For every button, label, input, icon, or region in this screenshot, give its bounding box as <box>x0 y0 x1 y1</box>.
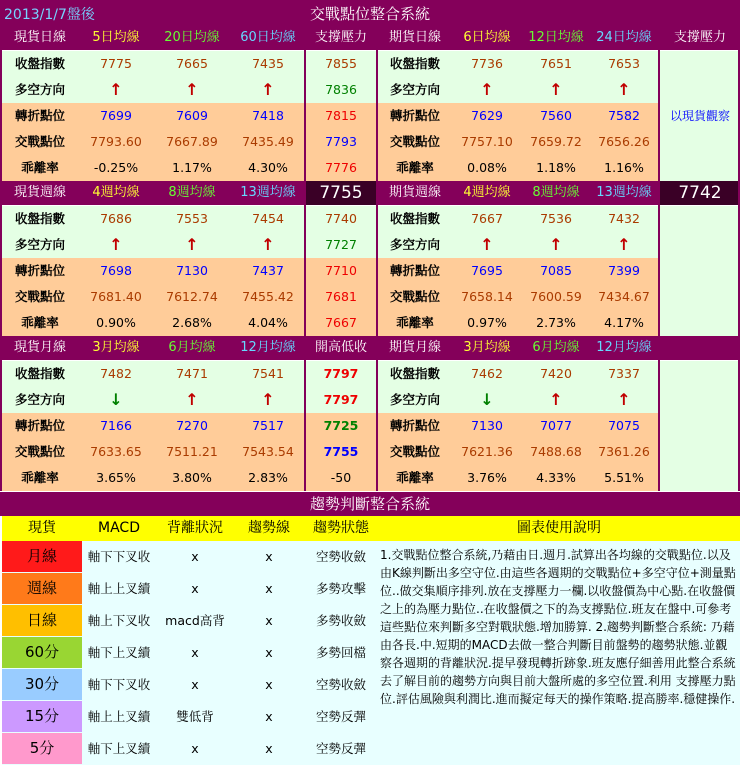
spot-turn-value: 7699 <box>78 103 154 129</box>
fut-row-label: 交戰點位 <box>378 129 452 155</box>
spot-bias-value: 2.68% <box>154 310 230 336</box>
fut-dir-value: ↑ <box>452 232 522 258</box>
fut-battle-value: 7361.26 <box>590 439 658 465</box>
right-column-cell <box>660 51 740 77</box>
page-title: 交戰點位整合系統 <box>309 5 430 23</box>
spot-close-value: 7471 <box>154 361 230 387</box>
grid-border-left <box>0 26 2 181</box>
spot-dir-value: ↑ <box>154 77 230 103</box>
right-header-1: 7742 <box>660 181 740 205</box>
fut-row-label: 收盤指數 <box>378 206 452 232</box>
spot-header-1-1: 4週均線 <box>78 181 154 205</box>
fut-row-label: 多空方向 <box>378 387 452 413</box>
trend-header-macd: MACD <box>82 516 156 541</box>
fut-row-label: 交戰點位 <box>378 439 452 465</box>
trend-divergence: x <box>191 645 199 660</box>
trend-macd: 軸下下叉收 <box>87 549 151 564</box>
spot-row-label: 收盤指數 <box>2 361 78 387</box>
spot-dir-value: ↓ <box>78 387 154 413</box>
spot-header-2-1: 3月均線 <box>78 336 154 360</box>
trend-row <box>2 541 378 572</box>
fut-turn-value: 7695 <box>452 258 522 284</box>
spot-turn-value: 7609 <box>154 103 230 129</box>
fut-turn-value: 7130 <box>452 413 522 439</box>
grid-divider <box>658 336 660 491</box>
fut-dir-value: ↑ <box>590 77 658 103</box>
support-pressure-value: 7815 <box>306 103 376 129</box>
fut-header-0-2: 12日均線 <box>522 26 590 50</box>
spot-bias-value: 3.80% <box>154 465 230 491</box>
spot-bias-value: 0.90% <box>78 310 154 336</box>
spot-header-2-0: 現貨月線 <box>2 336 78 360</box>
fut-dir-value: ↑ <box>590 387 658 413</box>
right-column-cell <box>660 155 740 181</box>
grid-divider <box>304 336 306 491</box>
support-pressure-value: 7776 <box>306 155 376 181</box>
fut-dir-value: ↑ <box>522 387 590 413</box>
spot-battle-value: 7543.54 <box>230 439 306 465</box>
spot-row-label: 乖離率 <box>2 465 78 491</box>
fut-dir-value: ↑ <box>522 232 590 258</box>
grid-divider <box>304 26 306 181</box>
fut-bias-value: 1.16% <box>590 155 658 181</box>
trend-row <box>2 573 378 604</box>
fut-row-label: 收盤指數 <box>378 361 452 387</box>
spot-close-value: 7541 <box>230 361 306 387</box>
fut-bias-value: 0.08% <box>452 155 522 181</box>
trend-header-spot: 現貨 <box>2 516 82 541</box>
spot-turn-value: 7418 <box>230 103 306 129</box>
trend-line: x <box>265 677 273 692</box>
spot-dir-value: ↑ <box>230 232 306 258</box>
spot-dir-value: ↑ <box>154 232 230 258</box>
spot-battle-value: 7511.21 <box>154 439 230 465</box>
trend-divergence: macd高背 <box>165 613 225 628</box>
trend-macd: 軸上上叉續 <box>87 581 151 596</box>
fut-dir-value: ↑ <box>590 232 658 258</box>
trend-row <box>2 669 378 700</box>
grid-divider <box>376 181 378 336</box>
spot-dir-value: ↑ <box>230 387 306 413</box>
trend-divergence: x <box>191 677 199 692</box>
fut-battle-value: 7621.36 <box>452 439 522 465</box>
right-column-cell <box>660 413 740 439</box>
spot-battle-value: 7612.74 <box>154 284 230 310</box>
trend-macd: 軸上下叉收 <box>87 613 151 628</box>
grid-divider <box>376 26 378 181</box>
fut-row-label: 交戰點位 <box>378 284 452 310</box>
trend-state: 多勢回檔 <box>315 645 366 660</box>
usage-notes-title: 圖表使用說明 <box>378 516 740 541</box>
spot-header-2-3: 12月均線 <box>230 336 306 360</box>
fut-dir-value: ↓ <box>452 387 522 413</box>
fut-turn-value: 7629 <box>452 103 522 129</box>
spot-bias-value: 2.83% <box>230 465 306 491</box>
trend-period: 月線 <box>2 541 82 572</box>
fut-close-value: 7337 <box>590 361 658 387</box>
spot-header-0-2: 20日均線 <box>154 26 230 50</box>
right-column-cell <box>660 206 740 232</box>
right-column-cell <box>660 465 740 491</box>
spot-close-value: 7482 <box>78 361 154 387</box>
fut-close-value: 7651 <box>522 51 590 77</box>
spot-close-value: 7775 <box>78 51 154 77</box>
right-column-cell <box>660 361 740 387</box>
support-pressure-value: 7793 <box>306 129 376 155</box>
report-date: 2013/1/7盤後 <box>4 7 95 23</box>
right-header-0: 支撐壓力 <box>660 26 740 50</box>
support-pressure-value: 7727 <box>306 232 376 258</box>
spot-battle-value: 7435.49 <box>230 129 306 155</box>
trend-state: 空勢收斂 <box>315 549 366 564</box>
spot-row-label: 收盤指數 <box>2 51 78 77</box>
grid-divider <box>658 181 660 336</box>
support-pressure-value: 7681 <box>306 284 376 310</box>
spot-row-label: 轉折點位 <box>2 103 78 129</box>
fut-close-value: 7432 <box>590 206 658 232</box>
right-column-cell <box>660 310 740 336</box>
support-pressure-value: 7836 <box>306 77 376 103</box>
fut-bias-value: 1.18% <box>522 155 590 181</box>
fut-bias-value: 0.97% <box>452 310 522 336</box>
trend-row <box>2 701 378 732</box>
spot-battle-value: 7793.60 <box>78 129 154 155</box>
fut-close-value: 7736 <box>452 51 522 77</box>
fut-row-label: 多空方向 <box>378 232 452 258</box>
spot-bias-value: 1.17% <box>154 155 230 181</box>
spot-header-1-3: 13週均線 <box>230 181 306 205</box>
spot-bias-value: 4.30% <box>230 155 306 181</box>
spot-header-0-1: 5日均線 <box>78 26 154 50</box>
usage-notes-text: 1.交戰點位整合系統,乃藉由日.週月.試算出各均線的交戰點位.以及由K線判斷出多空守位.由這些各週期的交戰點位+多空守位+測量點位..做交集順序排列.放在支撐壓力一欄.以收盤價為中心點.在收盤價之上的為壓力點位..在收盤價之下的為支撐點位.班友在盤中.可參考這些點位來判斷多空對戰狀態.增加勝算. 2.趨勢判斷整合系統: 乃藉由各長.中.短期的MACD去做一整合判斷目前盤勢的趨勢狀態.並觀察各週期的背離狀況.提早發現轉折跡象.班友應仔細善用此整合系統去了解目前的趨勢方向與目前大盤所處的多空位置.利用 支撐壓力點位.評估風險與利潤比.進而擬定每天的操作策略.提高勝率.穩健操作. <box>380 548 736 706</box>
fut-header-1-2: 8週均線 <box>522 181 590 205</box>
spot-turn-value: 7130 <box>154 258 230 284</box>
fut-turn-value: 7399 <box>590 258 658 284</box>
grid-border-left <box>0 181 2 336</box>
right-header-2 <box>660 336 740 360</box>
spot-turn-value: 7437 <box>230 258 306 284</box>
spot-battle-value: 7455.42 <box>230 284 306 310</box>
spot-turn-value: 7270 <box>154 413 230 439</box>
fut-turn-value: 7077 <box>522 413 590 439</box>
trend-line: x <box>265 645 273 660</box>
spot-header-1-0: 現貨週線 <box>2 181 78 205</box>
support-pressure-value: 7725 <box>306 413 376 439</box>
spot-row-label: 交戰點位 <box>2 284 78 310</box>
trend-line: x <box>265 741 273 756</box>
mid-header-0: 支撐壓力 <box>306 26 376 50</box>
spot-header-2-2: 6月均線 <box>154 336 230 360</box>
right-column-cell <box>660 439 740 465</box>
spot-bias-value: 4.04% <box>230 310 306 336</box>
trend-divergence: x <box>191 549 199 564</box>
spot-row-label: 轉折點位 <box>2 258 78 284</box>
fut-close-value: 7667 <box>452 206 522 232</box>
spot-row-label: 乖離率 <box>2 310 78 336</box>
spot-header-1-2: 8週均線 <box>154 181 230 205</box>
trend-line: x <box>265 549 273 564</box>
grid-border-left <box>0 336 2 491</box>
fut-battle-value: 7658.14 <box>452 284 522 310</box>
fut-battle-value: 7434.67 <box>590 284 658 310</box>
trend-header-state: 趨勢狀態 <box>304 516 378 541</box>
spot-close-value: 7686 <box>78 206 154 232</box>
trend-state: 空勢反彈 <box>315 709 366 724</box>
fut-header-1-3: 13週均線 <box>590 181 658 205</box>
fut-turn-value: 7582 <box>590 103 658 129</box>
fut-row-label: 乖離率 <box>378 465 452 491</box>
spot-dir-value: ↑ <box>230 77 306 103</box>
spot-close-value: 7454 <box>230 206 306 232</box>
support-pressure-value: 7710 <box>306 258 376 284</box>
spot-header-0-0: 現貨日線 <box>2 26 78 50</box>
fut-battle-value: 7659.72 <box>522 129 590 155</box>
fut-bias-value: 4.17% <box>590 310 658 336</box>
grid-divider <box>304 181 306 336</box>
fut-header-0-0: 期貨日線 <box>378 26 452 50</box>
fut-turn-value: 7560 <box>522 103 590 129</box>
fut-bias-value: 5.51% <box>590 465 658 491</box>
fut-dir-value: ↑ <box>522 77 590 103</box>
fut-row-label: 乖離率 <box>378 310 452 336</box>
fut-header-2-3: 12月均線 <box>590 336 658 360</box>
right-note: 以現貨觀察 <box>660 103 740 129</box>
support-pressure-value: 7667 <box>306 310 376 336</box>
mid-header-2: 開高低收 <box>306 336 376 360</box>
fut-header-2-1: 3月均線 <box>452 336 522 360</box>
trend-macd: 軸上上叉續 <box>87 709 151 724</box>
trend-macd: 軸下上叉續 <box>87 741 151 756</box>
support-pressure-value: 7797 <box>306 361 376 387</box>
trend-table <box>2 516 378 765</box>
trend-line: x <box>265 581 273 596</box>
fut-turn-value: 7085 <box>522 258 590 284</box>
fut-battle-value: 7757.10 <box>452 129 522 155</box>
spot-row-label: 多空方向 <box>2 387 78 413</box>
fut-row-label: 收盤指數 <box>378 51 452 77</box>
support-pressure-value: -50 <box>306 465 376 491</box>
fut-bias-value: 3.76% <box>452 465 522 491</box>
trend-state: 多勢攻擊 <box>315 581 366 596</box>
spot-battle-value: 7633.65 <box>78 439 154 465</box>
trend-state: 空勢反彈 <box>315 741 366 756</box>
spot-battle-value: 7681.40 <box>78 284 154 310</box>
fut-close-value: 7420 <box>522 361 590 387</box>
trend-row <box>2 637 378 668</box>
fut-row-label: 多空方向 <box>378 77 452 103</box>
spot-turn-value: 7517 <box>230 413 306 439</box>
right-column-cell <box>660 284 740 310</box>
fut-row-label: 轉折點位 <box>378 413 452 439</box>
trend-period: 日線 <box>2 605 82 636</box>
trend-row <box>2 733 378 764</box>
trend-macd: 軸下下叉收 <box>87 677 151 692</box>
fut-header-2-2: 6月均線 <box>522 336 590 360</box>
fut-header-0-1: 6日均線 <box>452 26 522 50</box>
spot-row-label: 收盤指數 <box>2 206 78 232</box>
support-pressure-value: 7855 <box>306 51 376 77</box>
trend-state: 空勢收斂 <box>315 677 366 692</box>
trend-header-trendline: 趨勢線 <box>234 516 304 541</box>
fut-header-1-0: 期貨週線 <box>378 181 452 205</box>
spot-bias-value: -0.25% <box>78 155 154 181</box>
spot-row-label: 多空方向 <box>2 77 78 103</box>
spot-dir-value: ↑ <box>78 77 154 103</box>
mid-header-1: 7755 <box>306 181 376 205</box>
spot-row-label: 轉折點位 <box>2 413 78 439</box>
right-column-cell <box>660 129 740 155</box>
spot-row-label: 乖離率 <box>2 155 78 181</box>
fut-bias-value: 2.73% <box>522 310 590 336</box>
spot-dir-value: ↑ <box>78 232 154 258</box>
support-pressure-value: 7740 <box>306 206 376 232</box>
fut-turn-value: 7075 <box>590 413 658 439</box>
spot-turn-value: 7698 <box>78 258 154 284</box>
spot-row-label: 交戰點位 <box>2 129 78 155</box>
trend-state: 多勢收斂 <box>315 613 366 628</box>
trend-divergence: x <box>191 581 199 596</box>
trend-period: 5分 <box>2 733 82 764</box>
spot-row-label: 多空方向 <box>2 232 78 258</box>
fut-row-label: 轉折點位 <box>378 258 452 284</box>
fut-close-value: 7653 <box>590 51 658 77</box>
right-column-cell <box>660 232 740 258</box>
trend-line: x <box>265 709 273 724</box>
fut-header-2-0: 期貨月線 <box>378 336 452 360</box>
trend-divergence: 雙低背 <box>176 709 214 724</box>
trend-period: 60分 <box>2 637 82 668</box>
spot-close-value: 7553 <box>154 206 230 232</box>
fut-row-label: 乖離率 <box>378 155 452 181</box>
trend-macd: 軸下上叉續 <box>87 645 151 660</box>
trend-period: 週線 <box>2 573 82 604</box>
trend-divergence: x <box>191 741 199 756</box>
fut-battle-value: 7488.68 <box>522 439 590 465</box>
trend-period: 15分 <box>2 701 82 732</box>
spot-turn-value: 7166 <box>78 413 154 439</box>
fut-row-label: 轉折點位 <box>378 103 452 129</box>
grid-divider <box>376 336 378 491</box>
usage-notes <box>378 516 740 765</box>
fut-bias-value: 4.33% <box>522 465 590 491</box>
trend-line: x <box>265 613 273 628</box>
spot-close-value: 7435 <box>230 51 306 77</box>
fut-close-value: 7462 <box>452 361 522 387</box>
fut-close-value: 7536 <box>522 206 590 232</box>
trend-section-title: 趨勢判斷整合系統 <box>0 492 740 516</box>
trend-period: 30分 <box>2 669 82 700</box>
fut-battle-value: 7656.26 <box>590 129 658 155</box>
grid-divider <box>658 26 660 181</box>
support-pressure-value: 7797 <box>306 387 376 413</box>
fut-battle-value: 7600.59 <box>522 284 590 310</box>
right-column-cell <box>660 77 740 103</box>
spot-bias-value: 3.65% <box>78 465 154 491</box>
title-bar <box>0 0 740 26</box>
spot-battle-value: 7667.89 <box>154 129 230 155</box>
trend-row <box>2 605 378 636</box>
support-pressure-value: 7755 <box>306 439 376 465</box>
fut-header-1-1: 4週均線 <box>452 181 522 205</box>
spot-close-value: 7665 <box>154 51 230 77</box>
trend-header-divergence: 背離狀況 <box>156 516 234 541</box>
right-column-cell <box>660 258 740 284</box>
spot-row-label: 交戰點位 <box>2 439 78 465</box>
right-column-cell <box>660 387 740 413</box>
fut-dir-value: ↑ <box>452 77 522 103</box>
spot-dir-value: ↑ <box>154 387 230 413</box>
spot-header-0-3: 60日均線 <box>230 26 306 50</box>
fut-header-0-3: 24日均線 <box>590 26 658 50</box>
